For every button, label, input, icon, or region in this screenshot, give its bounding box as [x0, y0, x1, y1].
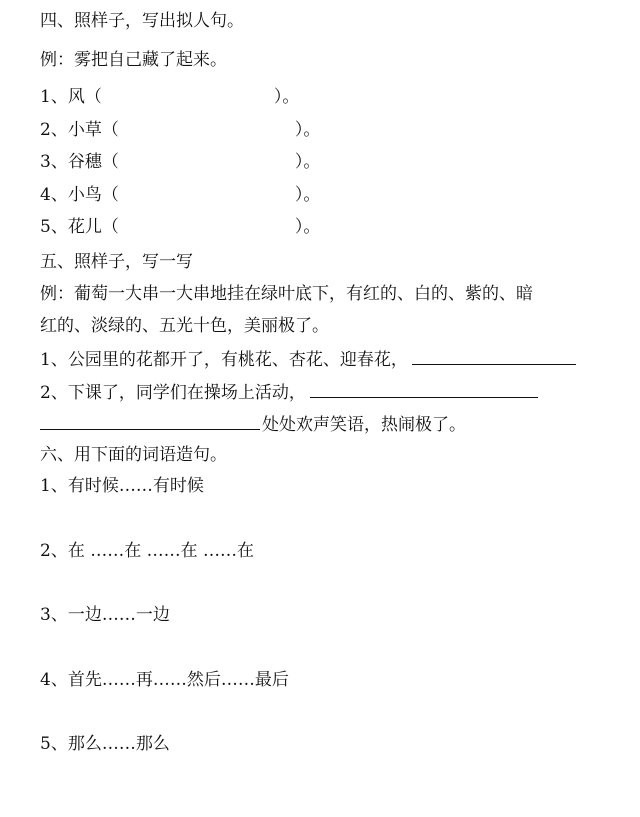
item-2-ending: 处处欢声笑语，热闹极了。	[262, 415, 466, 435]
section-5-item-1	[40, 347, 576, 371]
section-5-title: 五、照样子，写一写	[40, 252, 193, 272]
answer-line[interactable]	[310, 380, 538, 398]
section-4-title: 四、照样子，写出拟人句。	[40, 11, 244, 31]
section-5-item-2	[40, 380, 538, 404]
item-subject: 小草（	[67, 120, 119, 140]
sentence-item-1: 1、有时候……有时候	[40, 476, 204, 496]
section-5-example-line-1: 例：葡萄一大串一大串地挂在绿叶底下，有红的、白的、紫的、暗	[40, 284, 533, 304]
item-subject: 小鸟（	[67, 185, 119, 205]
item-number: 3、	[40, 152, 68, 172]
item-close: ）。	[294, 152, 321, 172]
section-5-item-2-continuation	[40, 412, 466, 436]
item-2-text: 2、下课了，同学们在操场上活动，	[40, 383, 306, 403]
section-5-example-line-2: 红的、淡绿的、五光十色，美丽极了。	[40, 316, 329, 336]
item-subject: 风（	[67, 87, 102, 107]
item-1-text: 1、公园里的花都开了，有桃花、杏花、迎春花，	[40, 350, 408, 370]
personification-item-2	[40, 119, 320, 141]
sentence-item-2: 2、在 ……在 ……在 ……在	[40, 541, 255, 561]
answer-line[interactable]	[412, 347, 576, 365]
personification-item-1	[40, 86, 299, 108]
item-number: 2、	[40, 120, 68, 140]
item-close: ）。	[294, 120, 321, 140]
personification-item-4	[40, 184, 320, 206]
personification-item-3	[40, 151, 320, 173]
personification-item-5	[40, 216, 320, 238]
item-number: 4、	[40, 185, 68, 205]
sentence-item-4: 4、首先……再……然后……最后	[40, 670, 289, 690]
item-number: 5、	[40, 217, 68, 237]
item-subject: 谷穗（	[67, 152, 119, 172]
sentence-item-3: 3、一边……一边	[40, 605, 170, 625]
item-number: 1、	[40, 87, 68, 107]
sentence-item-5: 5、那么……那么	[40, 734, 170, 754]
item-subject: 花儿（	[67, 217, 119, 237]
section-6-title: 六、用下面的词语造句。	[40, 445, 227, 465]
item-close: ）。	[294, 217, 321, 237]
answer-line[interactable]	[40, 412, 260, 430]
item-close: ）。	[294, 185, 321, 205]
item-close: ）。	[273, 87, 300, 107]
section-4-example: 例：雾把自己藏了起来。	[40, 50, 227, 70]
